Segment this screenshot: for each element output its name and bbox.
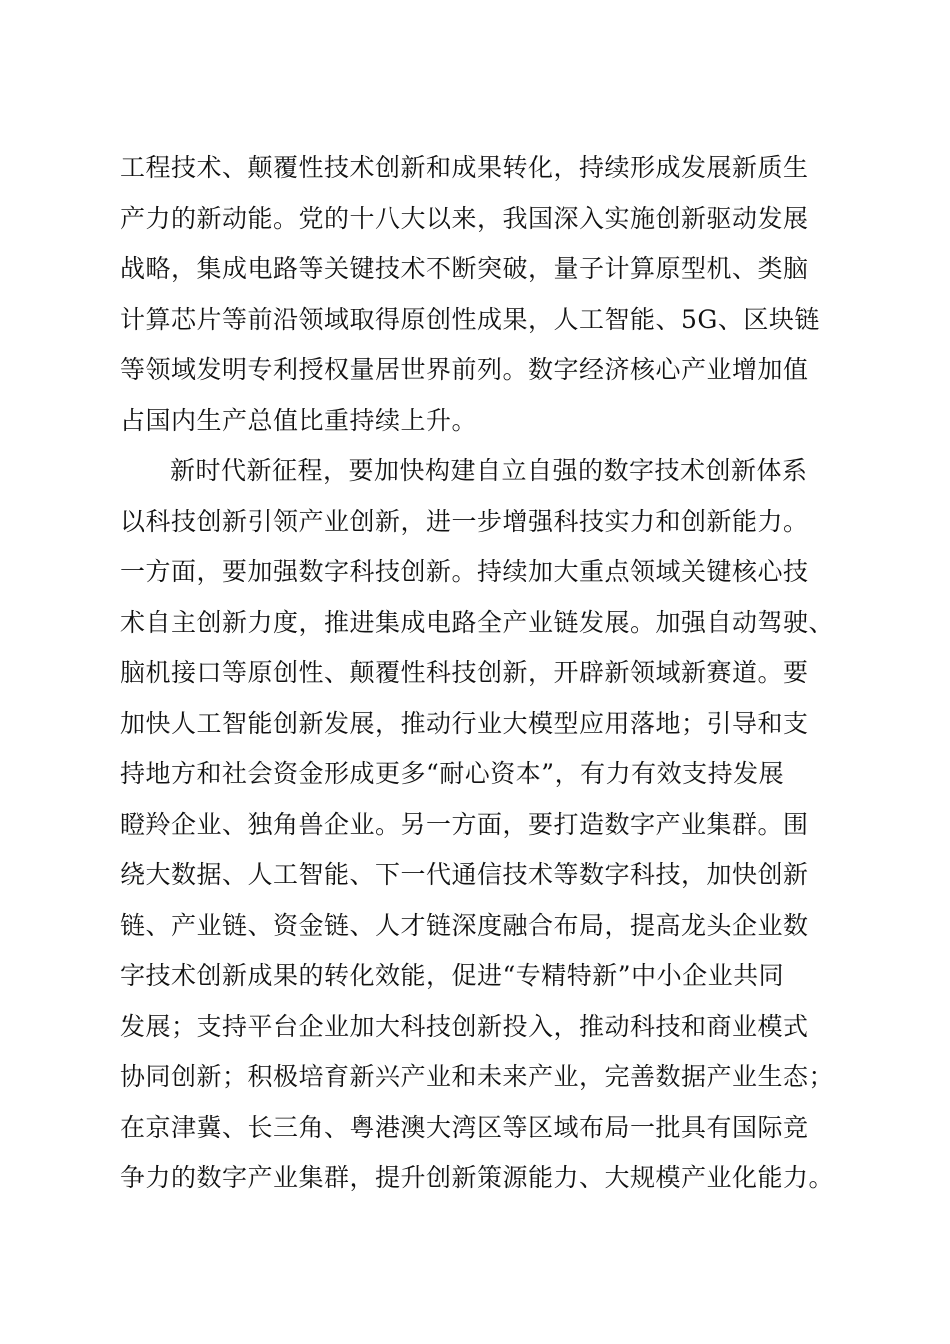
text-line: 在京津冀、长三角、粤港澳大湾区等区域布局一批具有国际竞 [120, 1112, 809, 1142]
text-line: 瞪羚企业、独角兽企业。另一方面，要打造数字产业集群。围 [120, 809, 809, 839]
text-line: 字技术创新成果的转化效能，促进“专精特新”中小企业共同 [120, 961, 785, 990]
paragraph-first-line: 新时代新征程，要加快构建自立自强的数字技术创新体系 [170, 456, 808, 485]
text-line: 争力的数字产业集群，提升创新策源能力、大规模产业化能力。 [120, 1163, 835, 1192]
text-line: 协同创新；积极培育新兴产业和未来产业，完善数据产业生态； [120, 1062, 835, 1091]
text-line: 持地方和社会资金形成更多“耐心资本”，有力有效支持发展 [120, 759, 785, 788]
text-line: 工程技术、颠覆性技术创新和成果转化，持续形成发展新质生 [120, 153, 809, 182]
text-line: 占国内生产总值比重持续上升。 [120, 405, 478, 435]
text-line: 绕大数据、人工智能、下一代通信技术等数字科技，加快创新 [120, 860, 809, 889]
text-line: 脑机接口等原创性、颠覆性科技创新，开辟新领域新赛道。要 [120, 658, 809, 687]
text-line: 加快人工智能创新发展，推动行业大模型应用落地；引导和支 [120, 708, 809, 738]
text-line: 链、产业链、资金链、人才链深度融合布局，提高龙头企业数 [120, 910, 809, 940]
text-line: 以科技创新引领产业创新，进一步增强科技实力和创新能力。 [120, 506, 809, 536]
text-line: 发展；支持平台企业加大科技创新投入，推动科技和商业模式 [120, 1011, 809, 1041]
text-line: 术自主创新力度，推进集成电路全产业链发展。加强自动驾驶、 [120, 607, 835, 637]
body-text [120, 143, 840, 1204]
text-line: 产力的新动能。党的十八大以来，我国深入实施创新驱动发展 [120, 203, 809, 233]
text-line: 一方面，要加强数字科技创新。持续加大重点领域关键核心技 [120, 557, 809, 586]
text-line: 等领域发明专利授权量居世界前列。数字经济核心产业增加值 [120, 355, 809, 384]
text-line: 计算芯片等前沿领域取得原创性成果，人工智能、5G、区块链 [120, 304, 820, 334]
text-line: 战略，集成电路等关键技术不断突破，量子计算原型机、类脑 [120, 254, 809, 283]
